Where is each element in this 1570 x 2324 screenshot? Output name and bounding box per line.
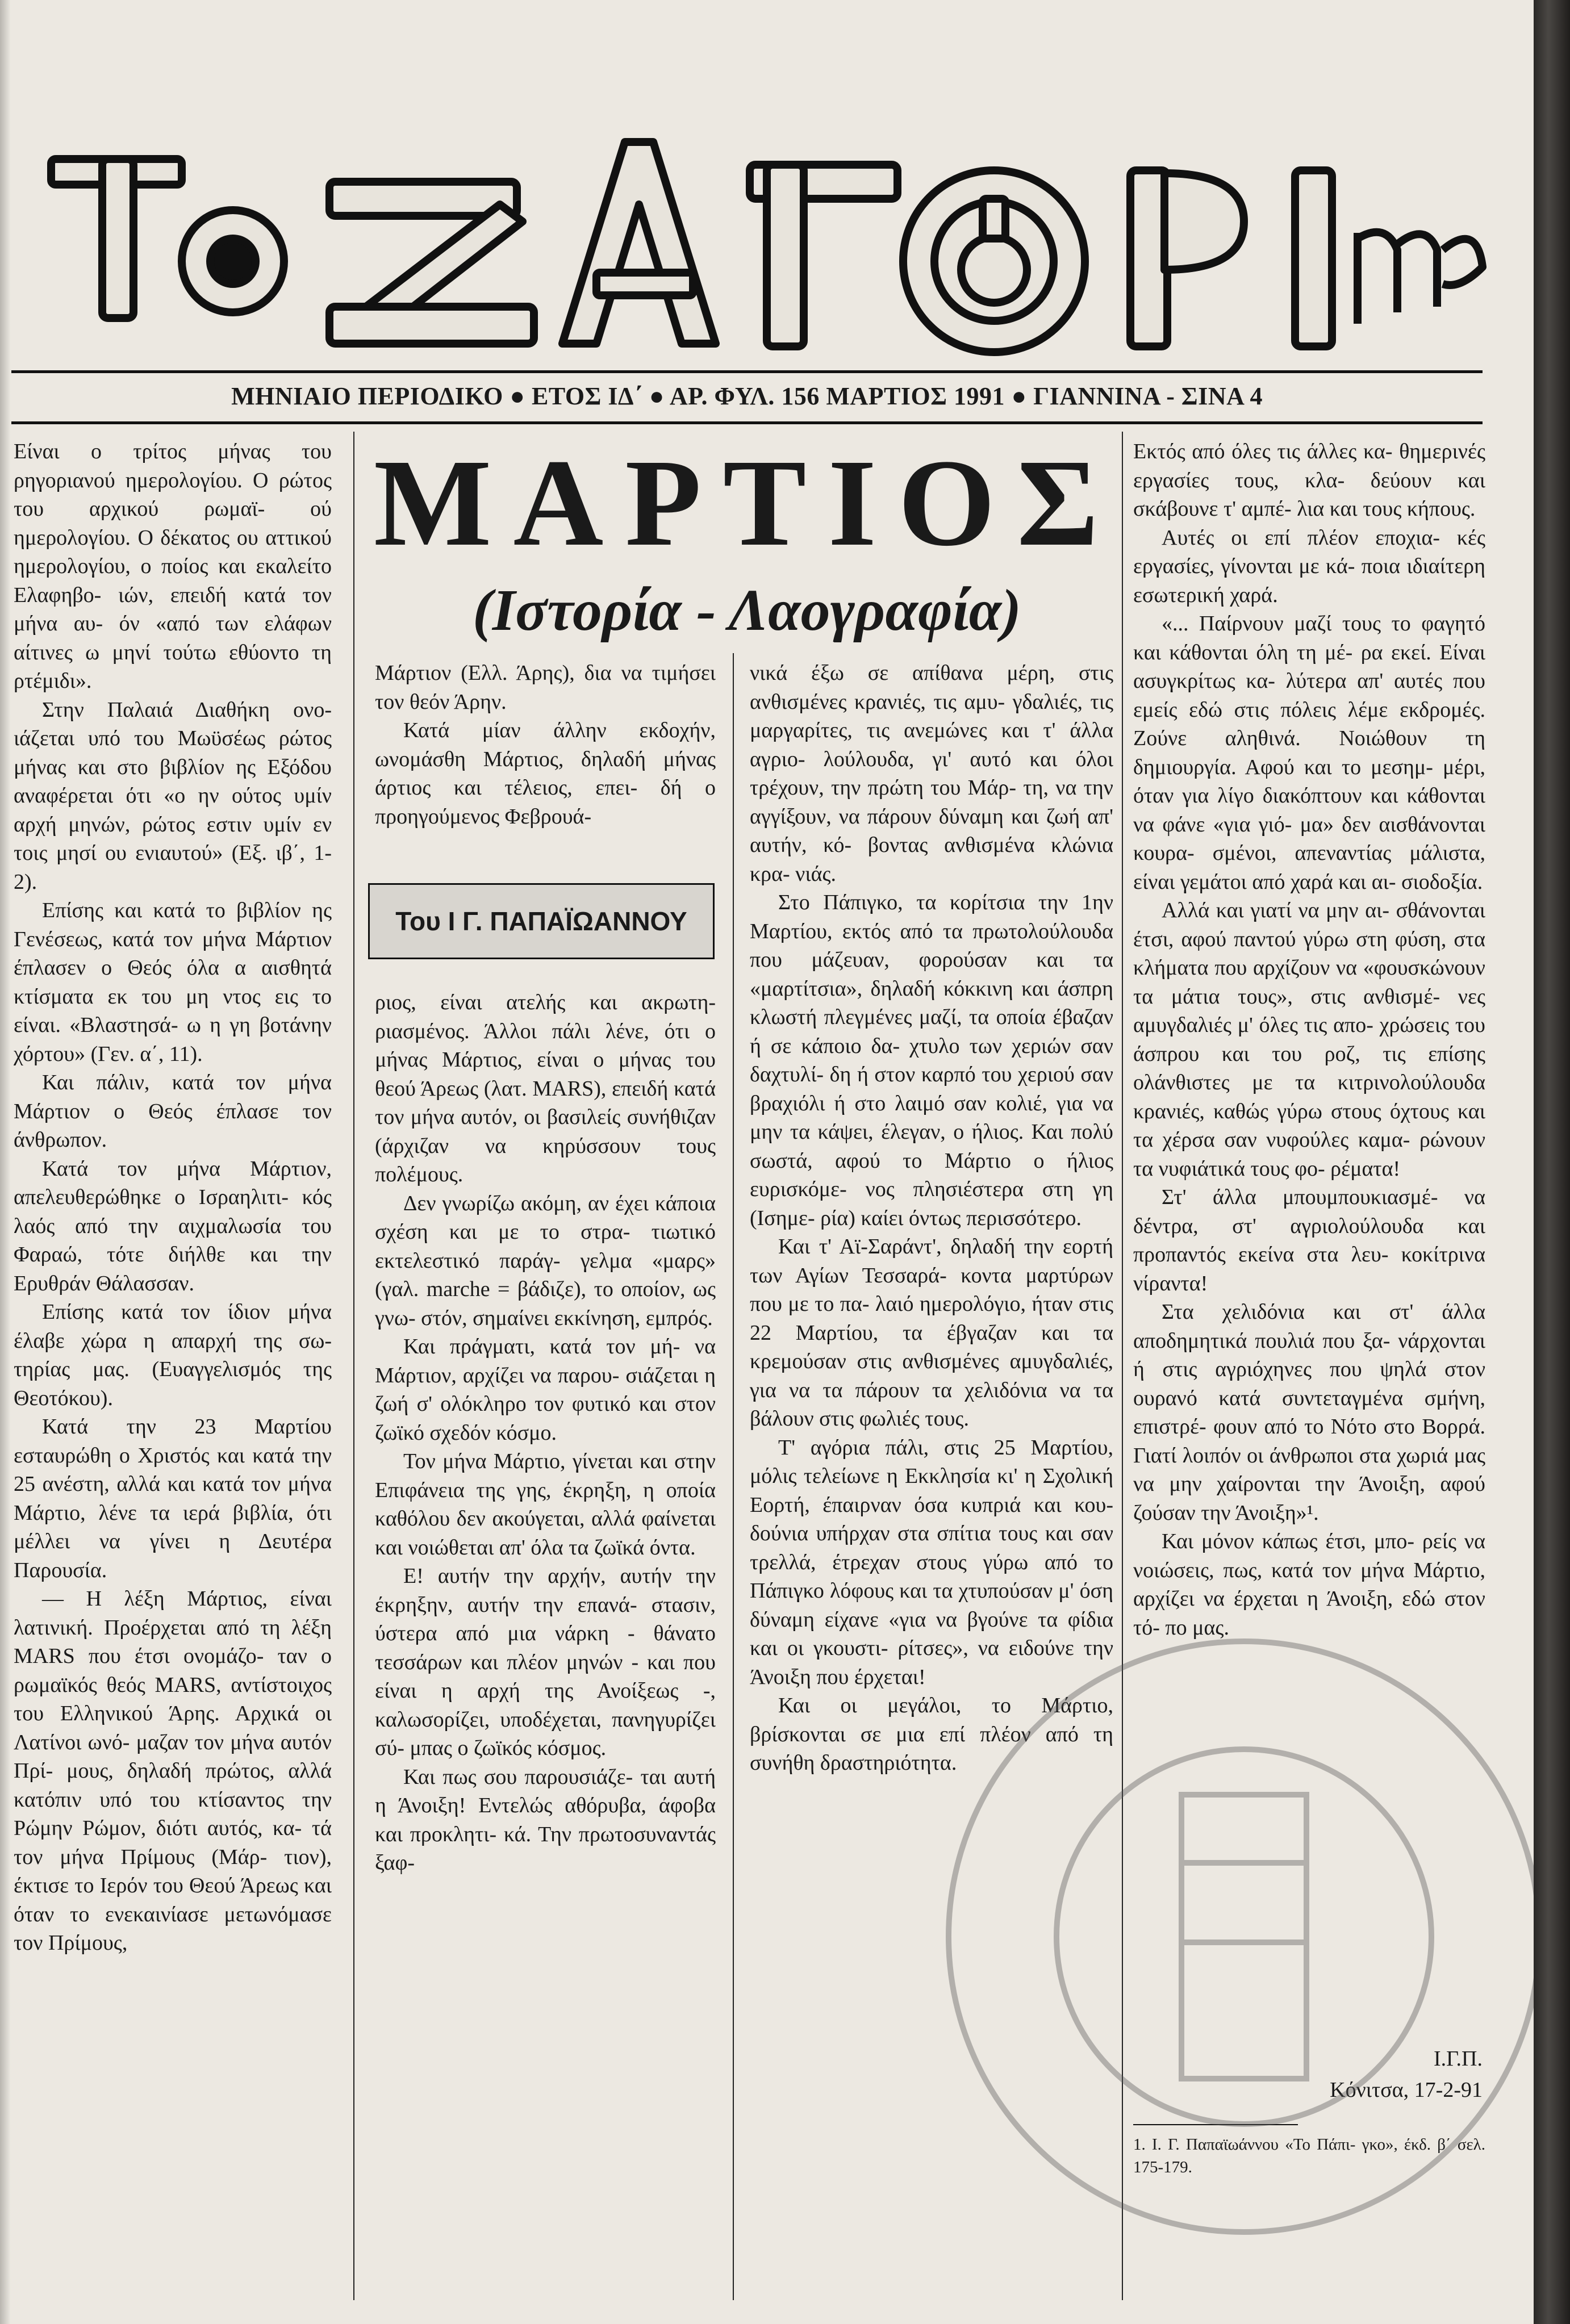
paragraph: Και τ' Αϊ-Σαράντ', δηλαδή την εορτή των Αγίων Τεσσαρά- κοντα μαρτύρων που με το πα- λαιό ημερολόγιο, ήταν στις 22 Μαρτίου, τα έβγαζαν και τα κρεμούσαν στις ανθισμένες αμυγδαλιές, για να τα πάρουν τα χελιδόνια να τα βάλουν στις φωλιές τους. — [750, 1235, 1113, 1431]
article-subheadline: (Ιστορία - Λαογραφία) — [473, 578, 1021, 643]
paragraph: Επίσης κατά τον ίδιον μήνα έλαβε χώρα η απαρχή της σω- τηρίας μας. (Ευαγγελισμός της Θεοτόκου). — [14, 1300, 332, 1410]
column-2-top — [375, 659, 716, 831]
paragraph: Δεν γνωρίζω ακόμη, αν έχει κάποια σχέση και με το στρα- τιωτικό εκτελεστικό παράγ- γελμα «μαρς» (γαλ. marche = βάδιζε), το οποίον, ως γνω- στόν, σημαίνει εκκίνηση, εμπρός. — [375, 1191, 716, 1330]
paragraph: Και πως σου παρουσιάζε- ται αυτή η Άνοιξη! Εντελώς αθόρυβα, άφοβα και προκλητι- κά. Την πρωτοσυναντάς ξαφ- — [375, 1765, 716, 1875]
paragraph: — Η λέξη Μάρτιος, είναι λατινική. Προέρχεται από τη λέξη MARS που έτσι ονομάζο- ταν ο ρωμαϊκός θεός MARS, αντίστοιχος του Ελληνικού Άρης. Αρχικά οι Λατίνοι ωνό- μαζαν τον μήνα αυτόν Πρί- μους, δηλαδή πρώτος, αλλά κατόπιν υπό του κτίσαντος την Ρώμην Ρώμον, διότι αυτός, κα- τά τον μήνα Πρίμους (Μάρ- τιον), έκτισε το Ιερόν του Θεού Άρεως και όταν το ενεκαινίασε μετωνόμασε τον Πρίμους, — [14, 1587, 332, 1955]
signature-place-date: Κόνιτσα, 17-2-91 — [1330, 2078, 1483, 2102]
paragraph: Κατά τον μήνα Μάρτιον, απελευθερώθηκε ο Ισραηλιτι- κός λαός από την αιχμαλωσία του Φαραώ, τότε διήλθε και την Ερυθράν Θάλασσαν. — [14, 1156, 332, 1295]
paragraph: Εκτός από όλες τις άλλες κα- θημερινές εργασίες τους, κλα- δεύουν και σκάβουνε τ' αμπέ- λια και τους κήπους. — [1133, 440, 1485, 521]
masthead-rule-top — [11, 370, 1483, 373]
paragraph: Κατά την 23 Μαρτίου εσταυρώθη ο Χριστός και κατά την 25 ανέστη, αλλά και κατά τον μήνα Μάρτιο, λένε τα ιερά βιβλία, ότι μέλλει να γίνει η Δευτέρα Παρουσία. — [14, 1415, 332, 1582]
signature-initials: Ι.Γ.Π. — [1433, 2047, 1483, 2071]
paragraph: Και μόνον κάπως έτσι, μπο- ρείς να νοιώσεις, πως, κατά τον μήνα Μάρτιο, αρχίζει να έρχεται η Άνοιξη, εδώ στον τό- πο μας. — [1133, 1529, 1485, 1640]
paragraph: «... Παίρνουν μαζί τους το φαγητό και κάθονται όλη τη μέ- ρα εκεί. Είναι ασυγκρίτως κα- λύτερα απ' αυτές που εμείς εδώ στις πόλεις λέμε εκδρομές. Ζούνε αληθινά. Νοιώθουν τη δημιουργία. Αφού και το μεσημ- μέρι, όταν για λίγο διακόπτουν και κάθονται να φάνε «για γιό- μα» δεν αισθάνονται κουρα- σμένοι, απεναντίας μάλιστα, είναι γεμάτοι από χαρά και αι- σιοδοξία. — [1133, 612, 1485, 894]
library-stamp-icon — [932, 1624, 1556, 2249]
masthead-rule-bottom — [11, 421, 1483, 424]
paragraph: Και πράγματι, κατά τον μή- να Μάρτιον, αρχίζει να παρου- σιάζεται η ζωή σ' ολόκληρο τον φυτικό και στον ζωϊκό σχεδόν κόσμο. — [375, 1335, 716, 1445]
column-divider-1 — [353, 432, 354, 2300]
paragraph: Στ' άλλα μπουμπουκιασμέ- να δέντρα, στ' αγριολούλουδα και προπαντός εκείνα στα λευ- κοκίτρινα νίραντα! — [1133, 1185, 1485, 1295]
footnote: 1. Ι. Γ. Παπαϊωάννου «Το Πάπι- γκο», έκδ. β΄ σελ. 175-179. — [1133, 2135, 1485, 2176]
paragraph: νικά έξω σε απίθανα μέρη, στις ανθισμένες κρανιές, τις αμυ- γδαλιές, τις μαργαρίτες, τις ανεμώνες και τ' άλλα αγριο- λούλουδα, γι' αυτό και όλοι τρέχουν, την πρώτη του Μάρ- τη, να την αγγίξουν, να πάρουν δύναμη και ζωή απ' αυτήν, κό- βοντας ανθισμένα κλώνια κρα- νιάς. — [750, 661, 1113, 886]
paragraph: Στα χελιδόνια και στ' άλλα αποδημητικά πουλιά που ξα- νάρχονται ή στις αγριόχηνες που ψηλά στον ουρανό κατά συντεταγμένα σμήνη, επιστρέ- φουν από το Νότο στο Βορρά. Γιατί λοιπόν οι άνθρωποι στα χωριά μας να μην χαίρονται την Άνοιξη, αφού ζούσαν την Άνοιξη»¹. — [1133, 1300, 1485, 1525]
masthead-logo-art — [34, 119, 1488, 363]
paragraph: ριος, είναι ατελής και ακρωτη- ριασμένος. Άλλοι πάλι λένε, ότι ο μήνας Μάρτιος, είναι ο μήνας του θεού Άρεως (λατ. MARS), επειδή κατά τον μήνα αυτόν, οι βασιλείς συνήθιζαν (άρχιζαν να κηρύσσουν τους πολέμους. — [375, 990, 716, 1186]
paragraph: Και πάλιν, κατά τον μήνα Μάρτιον ο Θεός έπλασε τον άνθρωπον. — [14, 1071, 332, 1152]
paragraph: Και οι μεγάλοι, το Μάρτιο, βρίσκονται σε μια επί πλέον από τη συνήθη δραστηριότητα. — [750, 1694, 1113, 1775]
paragraph: Στην Παλαιά Διαθήκη ονο- ιάζεται υπό του Μωϋσέως ρώτος μήνας και στο βιβλίον ης Εξόδου αναφέρεται ότι «ο ην ούτος υμίν αρχή μηνών, ρώτος εστιν υμίν εν τοις μησί ου ενιαυτού» (Εξ. ιβ΄, 1-2). — [14, 697, 332, 894]
column-2-bottom — [375, 988, 716, 1878]
column-3 — [750, 659, 1113, 1778]
paragraph: Επίσης και κατά το βιβλίον ης Γενέσεως, κατά τον μήνα Μάρτιον έπλασεν ο Θεός όλα α αισθητά κτίσματα εκ του μη ντος εις το είναι. «Βλαστησά- ω η γη βοτάνην χόρτου» (Γεν. α΄, 11). — [14, 898, 332, 1066]
paragraph: Αυτές οι επί πλέον εποχια- κές εργασίες, γίνονται με κά- ποια ιδιαίτερη εσωτερική χαρά. — [1133, 525, 1485, 607]
paragraph: Κατά μίαν άλλην εκδοχήν, ωνομάσθη Μάρτιος, δηλαδή μήνας άρτιος και τέλειος, επει- δή ο προηγούμενος Φεβρουά- — [375, 718, 716, 829]
paragraph: Μάρτιον (Ελλ. Άρης), δια να τιμήσει τον θεόν Άρην. — [375, 661, 716, 714]
column-1 — [14, 437, 332, 1958]
paragraph: Αλλά και γιατί να μην αι- σθάνονται έτσι, αφού παντού γύρω στη φύση, στα κλήματα που αρχίζουν να «φουσκώνουν τα μάτια τους», στις ανθισμέ- νες αμυγδαλιές μ' όλες τις απο- χρώσεις του άσπρου και του ροζ, τις επίσης ολάνθιστες με τα κιτρινολούλουδα κρανιές, καθώς γύρω στους όχτους και τα χέρσα σαν νυφούλες καμα- ρώνουν τα νυφιάτικά τους φο- ρέματα! — [1133, 898, 1485, 1181]
masthead-logo — [34, 119, 1488, 363]
column-4 — [1133, 437, 1485, 1642]
paragraph: Τ' αγόρια πάλι, στις 25 Μαρτίου, μόλις τελείωνε η Εκκλησία κι' η Σχολική Εορτή, έπαιρναν όσα κυπριά και κου- δούνια υπήρχαν στα σπίτια τους και σαν τρελλά, έτρεχαν στους γύρω από το Πάπιγκο λόφους και τα χτυπούσαν μ' όση δύναμη είχανε «για να βγούνε τα φίδια και οι γκουστι- ρίτσες», να ειδούνε την Άνοιξη που έρχεται! — [750, 1435, 1113, 1689]
column-divider-2 — [733, 653, 734, 2300]
book-spine — [1534, 0, 1570, 2324]
issue-line: ΜΗΝΙΑΙΟ ΠΕΡΙΟΔΙΚΟ ● ΕΤΟΣ ΙΔ΄ ● ΑΡ. ΦΥΛ. 156 ΜΑΡΤΙΟΣ 1991 ● ΓΙΑΝΝΙΝΑ - ΣΙΝΑ 4 — [231, 382, 1263, 410]
paragraph: Είναι ο τρίτος μήνας του ρηγοριανού ημερολογίου. Ο ρώτος του αρχικού ρωμαϊ- ού ημερολογίου. Ο δέκατος ου αττικού ημερολογίου, ο ποίος και εκαλείτο Ελαφηβο- ιών, επειδή κατά τον μήνα αυ- όν «από των ελάφων αίτινες ω μηνί τούτω εθύοντο τη ρτέμιδι». — [14, 440, 332, 693]
paragraph: Τον μήνα Μάρτιο, γίνεται και στην Επιφάνεια της γης, έκρηξη, η οποία καθόλου δεν ακούγεται, αλλά φαίνεται και νοιώθεται απ' όλα τα ζωϊκά όντα. — [375, 1449, 716, 1560]
paragraph: Στο Πάπιγκο, τα κορίτσια την 1ην Μαρτίου, εκτός από τα πρωτολούλουδα που μάζευαν, φορούσαν και τα «μαρτίτσια», δηλαδή κόκκινη και άσπρη κλωστή πλεγμένες μαζί, τα οποία έβαζαν ή σε κάποιο δα- χτυλο των χεριών σαν δαχτυλί- δη ή στον καρπό του χεριού σαν βραχιόλι ή στο λαιμό σαν κολιέ, για να μην τα κάψει, έλεγαν, ο ήλιος. Και πολύ σωστά, αφού το Μάρτιο ο ήλιος ευρισκόμε- νος πλησιέστερα στη γη (Ισημε- ρία) καίει όντως περισσότερο. — [750, 891, 1113, 1230]
paragraph: Ε! αυτήν την αρχήν, αυτήν την έκρηξην, αυτήν την επανά- στασιν, ύστερα από μια νάρκη - θάνατο τεσσάρων και πλέον μηνών - και που είναι η αρχή της Ανοίξεως -, καλωσορίζει, υποδέχεται, πανηγυρίζει σύ- μπας ο ζωϊκός κόσμος. — [375, 1564, 716, 1760]
page-left-edge — [0, 0, 10, 2324]
article-headline: ΜΑΡΤΙΟΣ — [373, 433, 1121, 572]
article-byline: Του Ι Γ. ΠΑΠΑΪΩΑΝΝΟΥ — [368, 883, 715, 959]
